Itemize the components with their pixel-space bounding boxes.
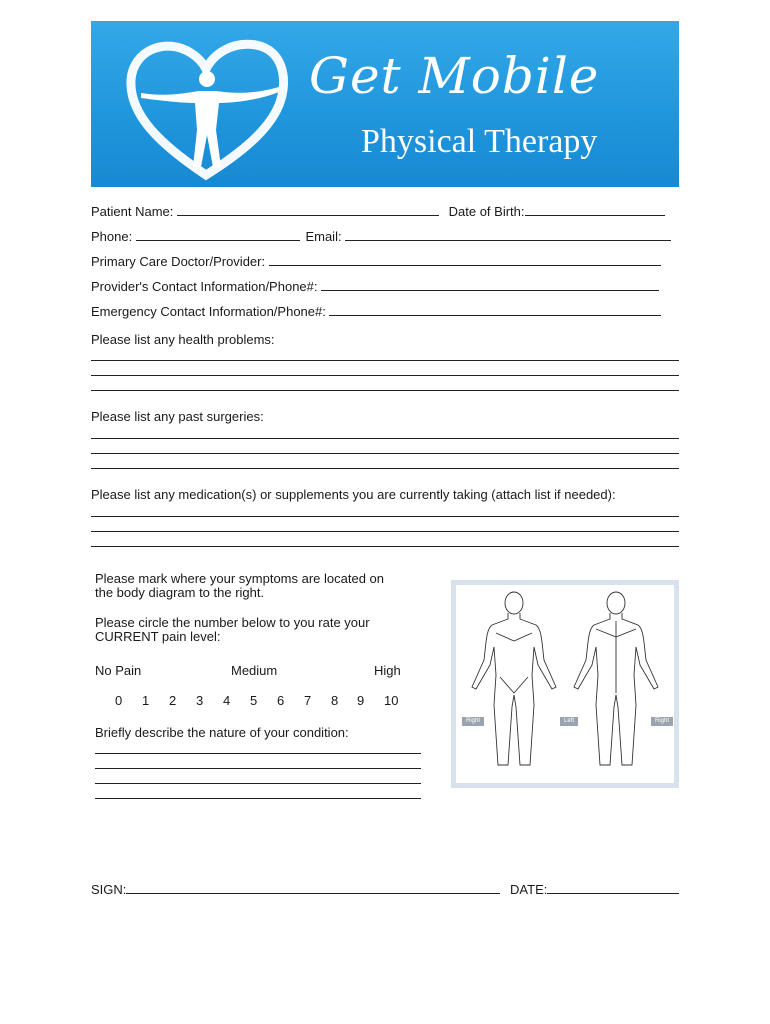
phone-field[interactable] [136,229,300,241]
describe-condition-line[interactable] [95,783,421,784]
pain-level-option[interactable]: 8 [331,693,339,708]
date-field[interactable] [547,882,679,894]
medications-label: Please list any medication(s) or supplements you are currently taking (attach list if needed): [91,487,616,502]
sign-label: SIGN: [91,882,127,897]
pcp-label: Primary Care Doctor/Provider: [91,254,266,269]
surgeries-line[interactable] [91,438,679,439]
brand-subtitle: Physical Therapy [361,123,598,160]
brand-script-title: Get Mobile [309,47,600,105]
emergency-label: Emergency Contact Information/Phone#: [91,304,326,319]
provider-contact-label: Provider's Contact Information/Phone#: [91,279,318,294]
contact-row [91,229,671,245]
circle-instructions-line-1: Please circle the number below to you rate your [95,615,370,630]
describe-condition-line[interactable] [95,768,421,769]
medications-line[interactable] [91,516,679,517]
surgeries-line[interactable] [91,453,679,454]
header-banner [91,21,679,187]
circle-instructions-line-2: CURRENT pain level: [95,629,221,644]
mark-instructions-line-1: Please mark where your symptoms are located on [95,571,385,586]
pcp-row [91,254,661,270]
pain-level-option[interactable]: 4 [223,693,231,708]
patient-name-field[interactable] [177,204,439,216]
heart-figure-logo-icon [121,35,291,185]
back-left-tag: Left [560,717,578,726]
pain-level-option[interactable]: 7 [304,693,312,708]
email-label: Email: [305,229,342,244]
pain-level-option[interactable]: 9 [357,693,365,708]
body-diagram-canvas[interactable] [456,585,674,783]
email-field[interactable] [345,229,671,241]
pain-level-option[interactable]: 10 [384,693,399,708]
describe-condition-label: Briefly describe the nature of your condition: [95,725,349,740]
pain-level-option[interactable]: 3 [196,693,204,708]
pain-level-option[interactable]: 5 [250,693,258,708]
patient-info-row [91,204,665,220]
health-problems-line[interactable] [91,360,679,361]
body-diagram[interactable] [451,580,679,788]
provider-contact-row [91,279,659,295]
front-right-tag: Right [462,717,484,726]
back-right-tag: Right [651,717,673,726]
medications-line[interactable] [91,546,679,547]
emergency-field[interactable] [329,304,661,316]
signature-field[interactable] [126,882,500,894]
surgeries-label: Please list any past surgeries: [91,409,264,424]
pain-level-option[interactable]: 2 [169,693,177,708]
patient-name-label: Patient Name: [91,204,174,219]
emergency-row [91,304,661,320]
date-label: DATE: [510,882,548,897]
pain-level-option[interactable]: 6 [277,693,285,708]
signature-row [91,882,679,898]
health-problems-label: Please list any health problems: [91,332,275,347]
medications-line[interactable] [91,531,679,532]
pain-scale-low-label: No Pain [95,663,142,678]
pain-scale-high-label: High [374,663,401,678]
body-outline-icon [456,585,674,783]
surgeries-line[interactable] [91,468,679,469]
mark-instructions-line-2: the body diagram to the right. [95,585,265,600]
pcp-field[interactable] [269,254,661,266]
pain-scale-mid-label: Medium [231,663,278,678]
describe-condition-line[interactable] [95,798,421,799]
circle-instructions [95,616,370,644]
mark-instructions [95,572,384,600]
phone-label: Phone: [91,229,133,244]
pain-level-option[interactable]: 1 [142,693,150,708]
health-problems-line[interactable] [91,375,679,376]
dob-label: Date of Birth: [448,204,525,219]
pain-level-option[interactable]: 0 [115,693,123,708]
provider-contact-field[interactable] [321,279,659,291]
describe-condition-line[interactable] [95,753,421,754]
dob-field[interactable] [525,204,665,216]
health-problems-line[interactable] [91,390,679,391]
